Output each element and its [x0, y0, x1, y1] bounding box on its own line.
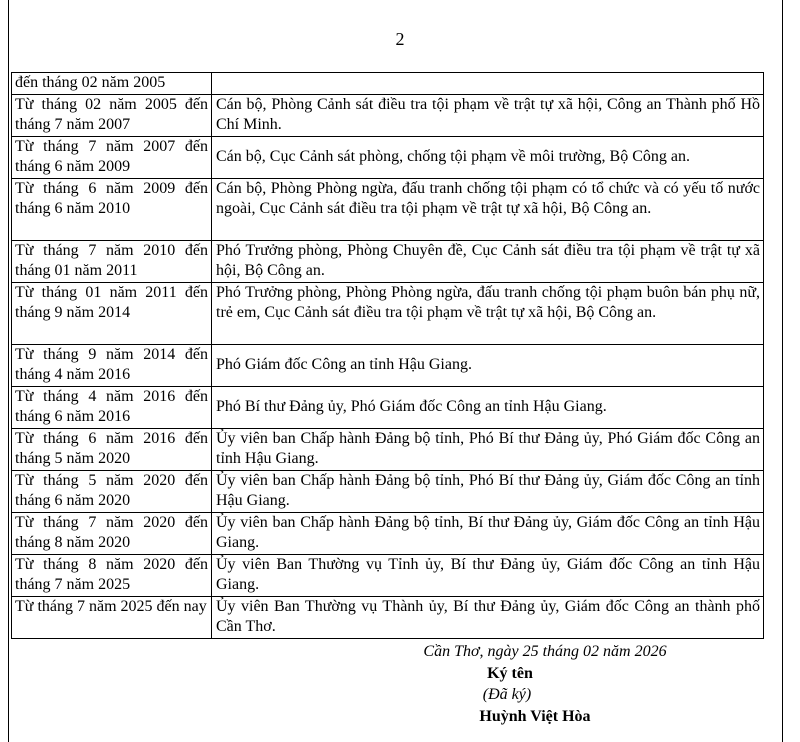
period-cell: Từ tháng 8 năm 2020 đến tháng 7 năm 2025	[12, 554, 212, 596]
period-cell: Từ tháng 6 năm 2009 đến tháng 6 năm 2010	[12, 178, 212, 240]
table-row	[12, 282, 764, 344]
career-history-table	[11, 72, 764, 639]
role-cell: Cán bộ, Phòng Cảnh sát điều tra tội phạm về trật tự xã hội, Công an Thành phố Hồ Chí Minh.	[212, 94, 764, 136]
signer-name: Huỳnh Việt Hòa	[479, 708, 591, 725]
table-row	[12, 94, 764, 136]
table-row	[12, 554, 764, 596]
role-cell: Phó Trưởng phòng, Phòng Phòng ngừa, đấu tranh chống tội phạm buôn bán phụ nữ, trẻ em, Cục Cảnh sát điều tra tội phạm về trật tự xã hội, Bộ Công an.	[212, 282, 764, 344]
table-row	[12, 344, 764, 386]
role-cell: Cán bộ, Phòng Phòng ngừa, đấu tranh chống tội phạm có tổ chức và có yếu tố nước ngoài, Cục Cảnh sát điều tra tội phạm về trật tự xã hội, Bộ Công an.	[212, 178, 764, 240]
role-cell: Ủy viên Ban Thường vụ Thành ủy, Bí thư Đảng ủy, Giám đốc Công an thành phố Cần Thơ.	[212, 596, 764, 638]
role-cell	[212, 73, 764, 95]
role-cell: Phó Trưởng phòng, Phòng Chuyên đề, Cục Cảnh sát điều tra tội phạm về trật tự xã hội, Bộ Công an.	[212, 240, 764, 282]
period-cell: Từ tháng 7 năm 2007 đến tháng 6 năm 2009	[12, 136, 212, 178]
table-row	[12, 470, 764, 512]
role-cell: Phó Giám đốc Công an tỉnh Hậu Giang.	[212, 344, 764, 386]
table-row	[12, 240, 764, 282]
role-cell: Cán bộ, Cục Cảnh sát phòng, chống tội phạm về môi trường, Bộ Công an.	[212, 136, 764, 178]
signature-signed-note: (Đã ký)	[482, 686, 532, 703]
role-cell: Ủy viên Ban Thường vụ Tỉnh ủy, Bí thư Đảng ủy, Giám đốc Công an tỉnh Hậu Giang.	[212, 554, 764, 596]
table-row	[12, 136, 764, 178]
table-row	[12, 428, 764, 470]
signature-label: Ký tên	[487, 665, 533, 682]
page-number: 2	[395, 29, 405, 49]
table-row	[12, 178, 764, 240]
period-cell: Từ tháng 9 năm 2014 đến tháng 4 năm 2016	[12, 344, 212, 386]
table-row	[12, 596, 764, 638]
period-cell: Từ tháng 7 năm 2020 đến tháng 8 năm 2020	[12, 512, 212, 554]
table-row	[12, 73, 764, 95]
table-row	[12, 512, 764, 554]
period-cell: Từ tháng 6 năm 2016 đến tháng 5 năm 2020	[12, 428, 212, 470]
period-cell: Từ tháng 02 năm 2005 đến tháng 7 năm 2007	[12, 94, 212, 136]
table-row	[12, 386, 764, 428]
period-cell: Từ tháng 4 năm 2016 đến tháng 6 năm 2016	[12, 386, 212, 428]
role-cell: Ủy viên ban Chấp hành Đảng bộ tỉnh, Phó Bí thư Đảng ủy, Phó Giám đốc Công an tỉnh Hậu Giang.	[212, 428, 764, 470]
role-cell: Ủy viên ban Chấp hành Đảng bộ tỉnh, Phó Bí thư Đảng ủy, Giám đốc Công an tỉnh Hậu Giang.	[212, 470, 764, 512]
period-cell: Từ tháng 01 năm 2011 đến tháng 9 năm 2014	[12, 282, 212, 344]
period-cell: đến tháng 02 năm 2005	[12, 73, 212, 95]
role-cell: Phó Bí thư Đảng ủy, Phó Giám đốc Công an tỉnh Hậu Giang.	[212, 386, 764, 428]
role-cell: Ủy viên ban Chấp hành Đảng bộ tỉnh, Bí thư Đảng ủy, Giám đốc Công an tỉnh Hậu Giang.	[212, 512, 764, 554]
signature-place-date: Cần Thơ, ngày 25 tháng 02 năm 2026	[423, 643, 667, 660]
period-cell: Từ tháng 5 năm 2020 đến tháng 6 năm 2020	[12, 470, 212, 512]
period-cell: Từ tháng 7 năm 2025 đến nay	[12, 596, 212, 638]
period-cell: Từ tháng 7 năm 2010 đến tháng 01 năm 2011	[12, 240, 212, 282]
